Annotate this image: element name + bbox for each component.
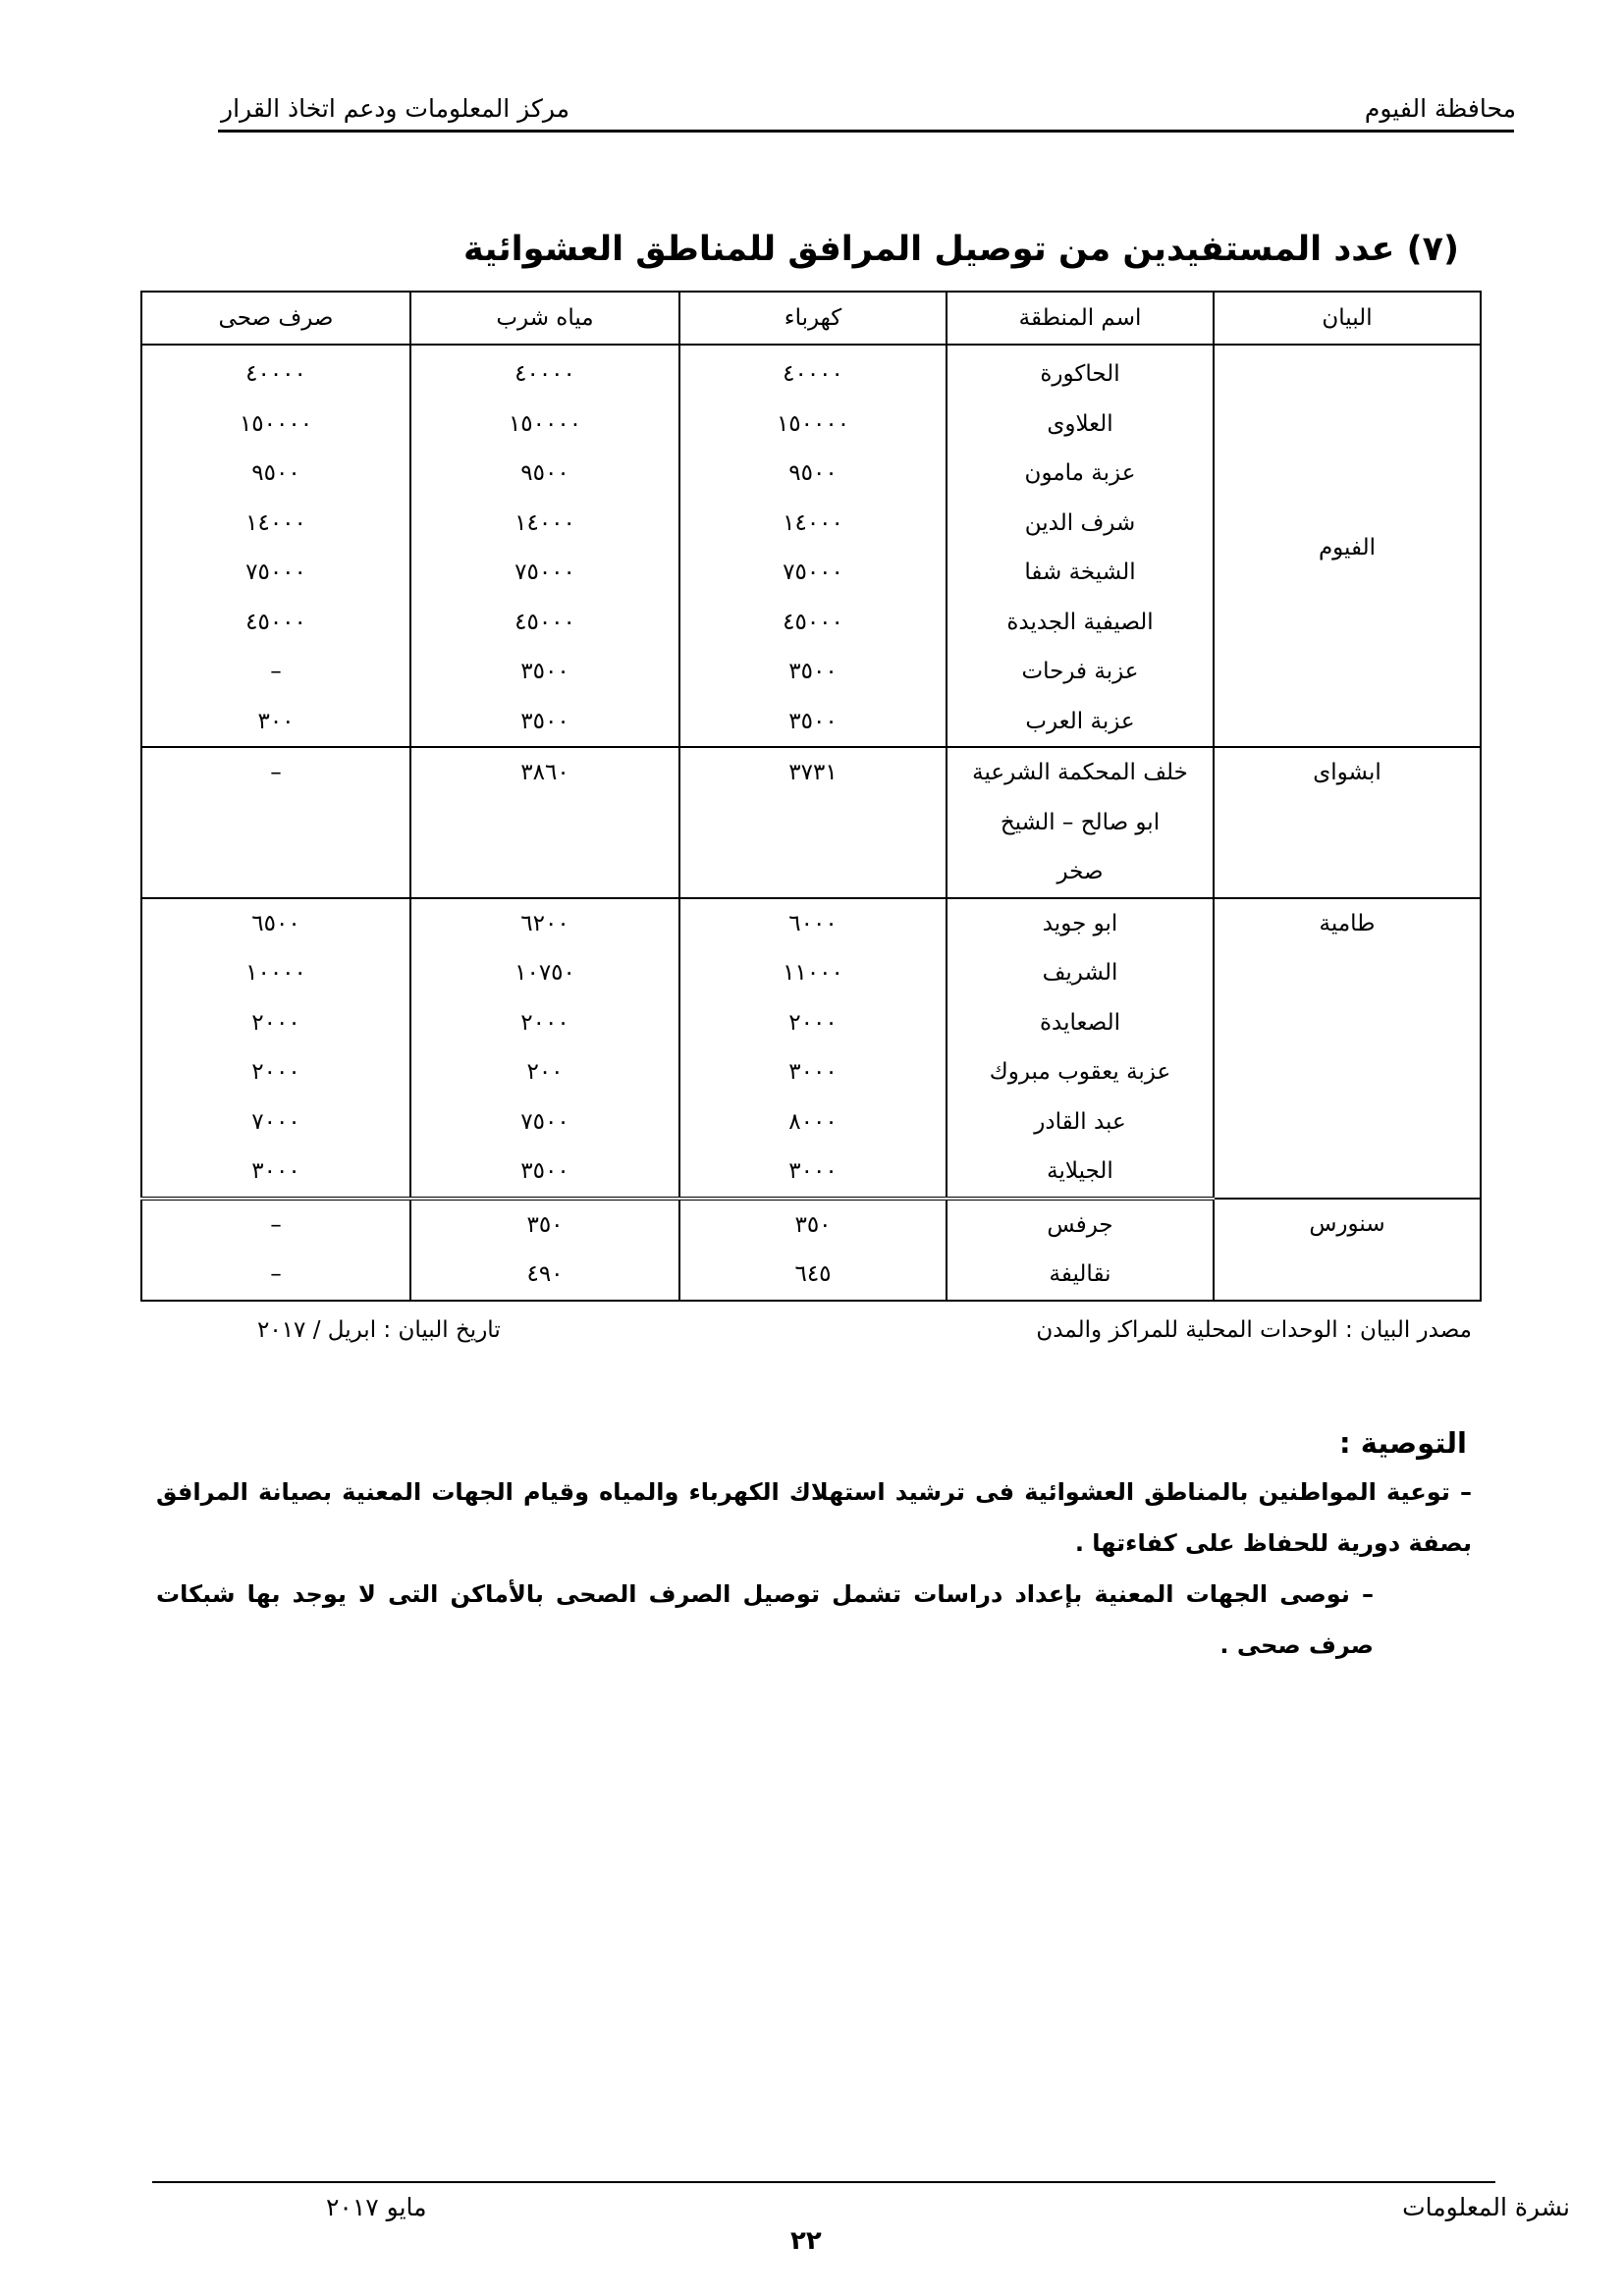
header-center: مركز المعلومات ودعم اتخاذ القرار (221, 94, 570, 123)
governorate-cell: الفيوم (1214, 345, 1481, 747)
sewage-cell: ٣٠٠٠ (141, 1147, 410, 1199)
footer-rule (152, 2181, 1495, 2183)
electricity-cell: ٢٠٠٠ (679, 998, 947, 1048)
electricity-cell: ١٥٠٠٠٠ (679, 400, 947, 450)
footer-publication: نشرة المعلومات (1402, 2193, 1570, 2221)
sewage-cell: ١٥٠٠٠٠ (141, 400, 410, 450)
electricity-cell: ٤٠٠٠٠ (679, 345, 947, 400)
sewage-cell: – (141, 747, 410, 798)
water-cell: ٤٠٠٠٠ (410, 345, 679, 400)
col-header-electricity: كهرباء (679, 292, 947, 345)
electricity-cell: ٧٥٠٠٠ (679, 548, 947, 598)
area-cell: العلاوى (947, 400, 1214, 450)
governorate-cell: سنورس (1214, 1199, 1481, 1301)
water-cell: ٢٠٠ (410, 1047, 679, 1097)
sewage-cell: ٢٠٠٠ (141, 1047, 410, 1097)
sewage-cell: – (141, 647, 410, 697)
water-cell (410, 798, 679, 848)
sewage-cell: ٧٠٠٠ (141, 1097, 410, 1148)
electricity-cell: ١١٠٠٠ (679, 948, 947, 998)
area-cell: جرفس (947, 1199, 1214, 1251)
data-date-note: تاريخ البيان : ابريل / ٢٠١٧ (257, 1317, 501, 1343)
area-cell: خلف المحكمة الشرعية (947, 747, 1214, 798)
electricity-cell: ٨٠٠٠ (679, 1097, 947, 1148)
table-title: (٧) عدد المستفيدين من توصيل المرافق للمناطق العشوائية (463, 230, 1459, 269)
sewage-cell (141, 798, 410, 848)
water-cell: ٤٥٠٠٠ (410, 598, 679, 648)
recommendation-item: – نوصى الجهات المعنية بإعداد دراسات تشمل توصيل الصرف الصحى بالأماكن التى لا يوجد بها شبكات صرف صحى . (156, 1580, 1374, 1659)
sewage-cell: ٦٥٠٠ (141, 898, 410, 949)
area-cell: الشيخة شفا (947, 548, 1214, 598)
area-cell: الحاكورة (947, 345, 1214, 400)
header-rule (218, 130, 1514, 133)
water-cell: ٣٥٠٠ (410, 1147, 679, 1199)
table-row (141, 747, 1481, 798)
water-cell: ١٠٧٥٠ (410, 948, 679, 998)
table-row (141, 898, 1481, 949)
water-cell (410, 847, 679, 898)
area-cell: عزبة مامون (947, 449, 1214, 499)
col-header-statement: البيان (1214, 292, 1481, 345)
governorate-cell: طامية (1214, 898, 1481, 1199)
area-cell: عبد القادر (947, 1097, 1214, 1148)
electricity-cell: ٣٠٠٠ (679, 1047, 947, 1097)
area-cell: عزبة العرب (947, 697, 1214, 748)
water-cell: ٣٥٠٠ (410, 647, 679, 697)
sewage-cell: ٢٠٠٠ (141, 998, 410, 1048)
water-cell: ٧٥٠٠ (410, 1097, 679, 1148)
area-cell: عزبة فرحات (947, 647, 1214, 697)
electricity-cell (679, 798, 947, 848)
area-cell: ابو صالح – الشيخ (947, 798, 1214, 848)
electricity-cell: ٦٠٠٠ (679, 898, 947, 949)
water-cell: ٣٨٦٠ (410, 747, 679, 798)
beneficiaries-table (140, 291, 1482, 1302)
water-cell: ٩٥٠٠ (410, 449, 679, 499)
water-cell: ١٥٠٠٠٠ (410, 400, 679, 450)
electricity-cell (679, 847, 947, 898)
electricity-cell: ٤٥٠٠٠ (679, 598, 947, 648)
page-number: ٢٢ (790, 2226, 822, 2256)
area-cell: صخر (947, 847, 1214, 898)
sewage-cell: – (141, 1250, 410, 1301)
governorate-cell: ابشواى (1214, 747, 1481, 898)
electricity-cell: ٣٥٠ (679, 1199, 947, 1251)
sewage-cell: ١٠٠٠٠ (141, 948, 410, 998)
water-cell: ٧٥٠٠٠ (410, 548, 679, 598)
recommendation-item: – توعية المواطنين بالمناطق العشوائية فى ترشيد استهلاك الكهرباء والمياه وقيام الجهات المعنية بصيانة المرافق بصفة دورية للحفاظ على كفاءتها . (156, 1478, 1472, 1557)
water-cell: ٦٢٠٠ (410, 898, 679, 949)
area-cell: شرف الدين (947, 499, 1214, 549)
area-cell: عزبة يعقوب مبروك (947, 1047, 1214, 1097)
header-governorate: محافظة الفيوم (1364, 94, 1516, 123)
water-cell: ١٤٠٠٠ (410, 499, 679, 549)
electricity-cell: ٣٧٣١ (679, 747, 947, 798)
area-cell: ابو جويد (947, 898, 1214, 949)
col-header-area: اسم المنطقة (947, 292, 1214, 345)
footer-date: مايو ٢٠١٧ (326, 2193, 427, 2221)
sewage-cell: ١٤٠٠٠ (141, 499, 410, 549)
water-cell: ٤٩٠ (410, 1250, 679, 1301)
area-cell: الصعايدة (947, 998, 1214, 1048)
electricity-cell: ٩٥٠٠ (679, 449, 947, 499)
sewage-cell: ٤٥٠٠٠ (141, 598, 410, 648)
sewage-cell: ٣٠٠ (141, 697, 410, 748)
data-source-note: مصدر البيان : الوحدات المحلية للمراكز والمدن (1036, 1317, 1472, 1343)
electricity-cell: ٦٤٥ (679, 1250, 947, 1301)
area-cell: الشريف (947, 948, 1214, 998)
table-header-row (141, 292, 1481, 345)
sewage-cell (141, 847, 410, 898)
area-cell: نقاليفة (947, 1250, 1214, 1301)
water-cell: ٣٥٠ (410, 1199, 679, 1251)
electricity-cell: ١٤٠٠٠ (679, 499, 947, 549)
sewage-cell: ٧٥٠٠٠ (141, 548, 410, 598)
col-header-sewage: صرف صحى (141, 292, 410, 345)
area-cell: الصيفية الجديدة (947, 598, 1214, 648)
sewage-cell: ٩٥٠٠ (141, 449, 410, 499)
electricity-cell: ٣٥٠٠ (679, 647, 947, 697)
sewage-cell: ٤٠٠٠٠ (141, 345, 410, 400)
electricity-cell: ٣٥٠٠ (679, 697, 947, 748)
electricity-cell: ٣٠٠٠ (679, 1147, 947, 1199)
table-row (141, 345, 1481, 400)
water-cell: ٣٥٠٠ (410, 697, 679, 748)
area-cell: الجيلاية (947, 1147, 1214, 1199)
sewage-cell: – (141, 1199, 410, 1251)
recommendation-title: التوصية : (1339, 1426, 1467, 1460)
table-row (141, 1199, 1481, 1251)
col-header-water: مياه شرب (410, 292, 679, 345)
water-cell: ٢٠٠٠ (410, 998, 679, 1048)
